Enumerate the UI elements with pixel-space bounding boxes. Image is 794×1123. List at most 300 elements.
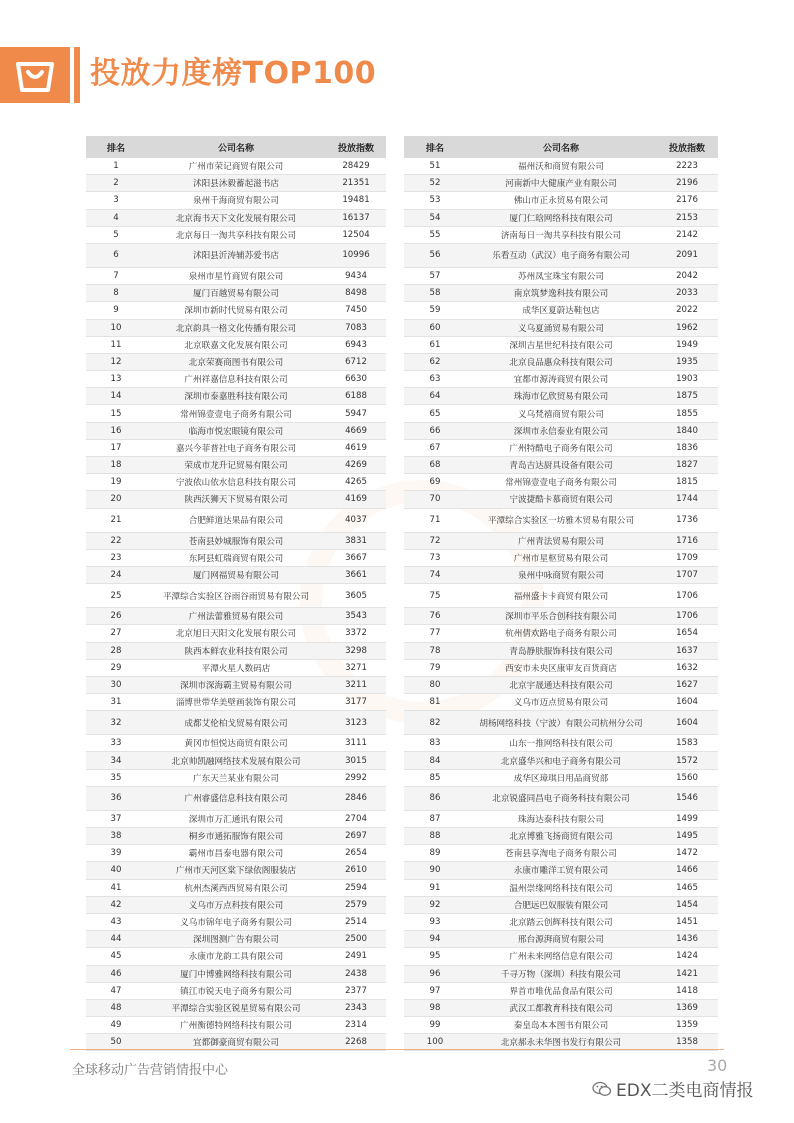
table-row [404,931,718,948]
table-row [404,491,718,508]
company-name-cell: 北京海书天下文化发展有限公司 [146,209,326,226]
company-name-cell: 合肥鲜道达果品有限公司 [146,508,326,532]
company-name-cell: 义乌夏涌贸易有限公司 [466,319,656,336]
table-row [86,608,386,625]
index-value-cell: 2704 [326,810,386,827]
rank-cell: 66 [404,422,466,439]
company-name-cell: 北京博雅飞扬商贸有限公司 [466,828,656,845]
company-name-cell: 淄博世带华美壁画装饰有限公司 [146,694,326,711]
company-name-cell: 永康市雕洋工贸有限公司 [466,862,656,879]
table-row [404,457,718,474]
table-row [404,353,718,370]
rank-cell: 99 [404,1017,466,1034]
rank-cell: 54 [404,209,466,226]
table-row [404,608,718,625]
rank-cell: 79 [404,659,466,676]
table-row [404,226,718,243]
company-name-cell: 珠海市亿欣贸易有限公司 [466,388,656,405]
table-row [404,371,718,388]
index-value-cell: 19481 [326,192,386,209]
wechat-icon [592,1081,612,1097]
index-value-cell: 3605 [326,584,386,608]
company-name-cell: 河南新中大健康产业有限公司 [466,175,656,192]
company-name-cell: 武汉工都教育科技有限公司 [466,999,656,1016]
table-row [86,965,386,982]
table-row [404,752,718,769]
rank-cell: 48 [86,999,146,1016]
index-value-cell: 1716 [656,532,718,549]
footer-divider [70,1049,724,1050]
rank-cell: 12 [86,353,146,370]
company-name-cell: 广州市荣记商贸有限公司 [146,158,326,175]
company-name-cell: 泉州千海商贸有限公司 [146,192,326,209]
rank-cell: 95 [404,948,466,965]
rank-cell: 25 [86,584,146,608]
company-name-cell: 成华区夏蔚达鞋包店 [466,302,656,319]
rank-cell: 67 [404,439,466,456]
rank-cell: 32 [86,711,146,735]
page-number: 30 [707,1056,728,1075]
rank-cell: 85 [404,769,466,786]
rank-cell: 38 [86,828,146,845]
rank-cell: 94 [404,931,466,948]
table-row [86,439,386,456]
table-row [404,388,718,405]
company-name-cell: 宁波捷酷卡慕商贸有限公司 [466,491,656,508]
rank-cell: 69 [404,474,466,491]
table-row [86,913,386,930]
company-name-cell: 广州睿盛信息科技有限公司 [146,786,326,810]
index-value-cell: 2377 [326,982,386,999]
index-value-cell: 6943 [326,336,386,353]
company-name-cell: 秦皇岛本本图书有限公司 [466,1017,656,1034]
table-row [404,625,718,642]
index-value-cell: 3831 [326,532,386,549]
index-value-cell: 2268 [326,1034,386,1051]
company-name-cell: 苏州凤宝珠宝有限公司 [466,267,656,284]
company-name-cell: 广州市天河区棠下绿依阁服装店 [146,862,326,879]
table-row [404,642,718,659]
rank-cell: 27 [86,625,146,642]
company-name-cell: 泉州中咏商贸有限公司 [466,566,656,583]
table-row [86,336,386,353]
table-row [404,584,718,608]
index-value-cell: 1637 [656,642,718,659]
header-accent-bar [74,47,80,103]
company-name-cell: 北京良品惠众科技有限公司 [466,353,656,370]
index-value-cell: 2033 [656,285,718,302]
table-row [86,845,386,862]
table-row [86,566,386,583]
rank-cell: 64 [404,388,466,405]
company-name-cell: 杭州倩欢路电子商务有限公司 [466,625,656,642]
rank-cell: 28 [86,642,146,659]
rank-cell: 76 [404,608,466,625]
index-value-cell: 1875 [656,388,718,405]
table-row [86,491,386,508]
rank-cell: 41 [86,879,146,896]
rank-cell: 90 [404,862,466,879]
index-value-cell: 3015 [326,752,386,769]
index-value-cell: 28429 [326,158,386,175]
rank-cell: 7 [86,267,146,284]
index-value-cell: 6630 [326,371,386,388]
rank-cell: 65 [404,405,466,422]
table-row [86,285,386,302]
index-value-cell: 7450 [326,302,386,319]
rank-cell: 56 [404,243,466,267]
rank-cell: 31 [86,694,146,711]
index-value-cell: 2343 [326,999,386,1016]
rank-cell: 49 [86,1017,146,1034]
company-name-cell: 广州特酷电子商务有限公司 [466,439,656,456]
index-value-cell: 1604 [656,711,718,735]
rank-cell: 16 [86,422,146,439]
table-row [86,896,386,913]
index-value-cell: 3661 [326,566,386,583]
table-row [86,319,386,336]
rank-cell: 59 [404,302,466,319]
rank-cell: 3 [86,192,146,209]
table-row [86,999,386,1016]
index-value-cell: 2022 [656,302,718,319]
index-value-cell: 1709 [656,549,718,566]
index-value-cell: 1935 [656,353,718,370]
table-row [404,336,718,353]
ranking-table-left [86,136,386,1051]
company-name-cell: 千寻万物（深圳）科技有限公司 [466,965,656,982]
company-name-cell: 沭阳县沂涛辅苏爱书店 [146,243,326,267]
index-value-cell: 1560 [656,769,718,786]
company-name-cell: 苍南县享淘电子商务有限公司 [466,845,656,862]
index-value-cell: 1962 [656,319,718,336]
company-name-cell: 成华区璋琪日用品商贸部 [466,769,656,786]
index-value-cell: 3111 [326,735,386,752]
shopping-bag-icon [14,56,56,94]
rank-cell: 9 [86,302,146,319]
index-value-cell: 6188 [326,388,386,405]
index-value-cell: 1499 [656,810,718,827]
table-row [86,243,386,267]
rank-cell: 97 [404,982,466,999]
company-name-cell: 北京锐盛同昌电子商务科技有限公司 [466,786,656,810]
rank-cell: 10 [86,319,146,336]
index-value-cell: 3667 [326,549,386,566]
table-row [86,457,386,474]
rank-cell: 68 [404,457,466,474]
rank-cell: 87 [404,810,466,827]
index-value-cell: 1424 [656,948,718,965]
rank-cell: 81 [404,694,466,711]
table-row [404,982,718,999]
company-name-cell: 珠海达泰科技有限公司 [466,810,656,827]
table-row [86,948,386,965]
index-value-cell: 12504 [326,226,386,243]
index-value-cell: 1358 [656,1034,718,1051]
table-row [86,405,386,422]
company-name-cell: 宁波依山依水信息科技有限公司 [146,474,326,491]
company-name-cell: 深圳市永信泰业有限公司 [466,422,656,439]
company-name-cell: 杭州杰溪西西贸易有限公司 [146,879,326,896]
company-name-cell: 济南每日一淘共享科技有限公司 [466,226,656,243]
footer-source: 全球移动广告营销情报中心 [72,1063,229,1078]
company-name-cell: 平潭火星人数码店 [146,659,326,676]
table-row [404,769,718,786]
index-value-cell: 1654 [656,625,718,642]
table-row [86,642,386,659]
rank-cell: 98 [404,999,466,1016]
company-name-cell: 北京韵具一格文化传播有限公司 [146,319,326,336]
rank-cell: 20 [86,491,146,508]
table-row [404,828,718,845]
table-row [404,192,718,209]
rank-cell: 70 [404,491,466,508]
index-value-cell: 1632 [656,659,718,676]
company-name-cell: 深圳市万汇通讯有限公司 [146,810,326,827]
index-value-cell: 2992 [326,769,386,786]
index-value-cell: 1572 [656,752,718,769]
table-row [86,810,386,827]
rank-cell: 43 [86,913,146,930]
index-value-cell: 1466 [656,862,718,879]
index-value-cell: 2091 [656,243,718,267]
table-row [86,625,386,642]
rank-cell: 61 [404,336,466,353]
table-row [404,285,718,302]
rank-cell: 14 [86,388,146,405]
company-name-cell: 永康市龙韵工具有限公司 [146,948,326,965]
rank-cell: 57 [404,267,466,284]
table-header [86,136,386,158]
index-value-cell: 4037 [326,508,386,532]
rank-cell: 55 [404,226,466,243]
rank-cell: 15 [86,405,146,422]
index-value-cell: 2846 [326,786,386,810]
table-row [404,711,718,735]
company-name-cell: 广州青法贸易有限公司 [466,532,656,549]
wechat-account [592,1076,753,1101]
col-name-header: 公司名称 [466,136,656,158]
index-value-cell: 1583 [656,735,718,752]
table-row [86,828,386,845]
index-value-cell: 4269 [326,457,386,474]
table-row [86,532,386,549]
table-row [86,388,386,405]
rank-cell: 21 [86,508,146,532]
index-value-cell: 2654 [326,845,386,862]
table-row [404,209,718,226]
index-value-cell: 1369 [656,999,718,1016]
company-name-cell: 义乌市万点科技有限公司 [146,896,326,913]
index-value-cell: 1472 [656,845,718,862]
rank-cell: 50 [86,1034,146,1051]
rank-cell: 46 [86,965,146,982]
index-value-cell: 3177 [326,694,386,711]
index-value-cell: 2196 [656,175,718,192]
rank-cell: 2 [86,175,146,192]
rank-cell: 40 [86,862,146,879]
rank-cell: 34 [86,752,146,769]
rank-cell: 88 [404,828,466,845]
index-value-cell: 3543 [326,608,386,625]
index-value-cell: 1706 [656,584,718,608]
rank-cell: 82 [404,711,466,735]
rank-cell: 80 [404,676,466,693]
index-value-cell: 6712 [326,353,386,370]
rank-cell: 8 [86,285,146,302]
index-value-cell: 3211 [326,676,386,693]
table-row [86,353,386,370]
rank-cell: 22 [86,532,146,549]
table-row [86,302,386,319]
index-value-cell: 1418 [656,982,718,999]
company-name-cell: 广东天兰某业有限公司 [146,769,326,786]
table-row [86,711,386,735]
company-name-cell: 厦门中博雅网络科技有限公司 [146,965,326,982]
table-row [404,532,718,549]
company-name-cell: 厦门网福贸易有限公司 [146,566,326,583]
page-title: 投放力度榜TOP100 [90,56,377,91]
logo-block [0,47,70,103]
index-value-cell: 1465 [656,879,718,896]
rank-cell: 51 [404,158,466,175]
index-value-cell: 4669 [326,422,386,439]
index-value-cell: 1855 [656,405,718,422]
rank-cell: 11 [86,336,146,353]
table-row [404,913,718,930]
col-rank-header: 排名 [404,136,466,158]
index-value-cell: 3372 [326,625,386,642]
table-row [86,422,386,439]
rank-cell: 24 [86,566,146,583]
table-row [86,879,386,896]
index-value-cell: 1436 [656,931,718,948]
company-name-cell: 北京宇晟通达科技有限公司 [466,676,656,693]
table-row [404,659,718,676]
index-value-cell: 1836 [656,439,718,456]
table-row [404,896,718,913]
index-value-cell: 4265 [326,474,386,491]
company-name-cell: 北京每日一淘共享科技有限公司 [146,226,326,243]
company-name-cell: 深圳市深海霸主贸易有限公司 [146,676,326,693]
table-row [404,405,718,422]
index-value-cell: 8498 [326,285,386,302]
company-name-cell: 义乌梵禧商贸有限公司 [466,405,656,422]
rank-cell: 93 [404,913,466,930]
company-name-cell: 福州盛卡卡商贸有限公司 [466,584,656,608]
index-value-cell: 2153 [656,209,718,226]
company-name-cell: 义乌市迈点贸易有限公司 [466,694,656,711]
table-header [404,136,718,158]
company-name-cell: 黄冈市恒悦达商贸有限公司 [146,735,326,752]
table-row [86,862,386,879]
company-name-cell: 厦门百越贸易有限公司 [146,285,326,302]
index-value-cell: 1604 [656,694,718,711]
index-value-cell: 2500 [326,931,386,948]
index-value-cell: 7083 [326,319,386,336]
company-name-cell: 广州衡德特网络科技有限公司 [146,1017,326,1034]
table-row [404,965,718,982]
index-value-cell: 1736 [656,508,718,532]
table-row [404,845,718,862]
rank-cell: 91 [404,879,466,896]
index-value-cell: 4619 [326,439,386,456]
index-value-cell: 3271 [326,659,386,676]
company-name-cell: 佛山市正永贸易有限公司 [466,192,656,209]
company-name-cell: 青岛静肤服饰科技有限公司 [466,642,656,659]
company-name-cell: 青岛吉达厨具设备有限公司 [466,457,656,474]
table-row [404,474,718,491]
table-row [404,267,718,284]
rank-cell: 18 [86,457,146,474]
table-row [404,676,718,693]
index-value-cell: 1949 [656,336,718,353]
rank-cell: 23 [86,549,146,566]
rank-cell: 52 [404,175,466,192]
company-name-cell: 胡杨网络科技（宁波）有限公司杭州分公司 [466,711,656,735]
index-value-cell: 1827 [656,457,718,474]
table-row [86,1017,386,1034]
table-row [86,209,386,226]
ranking-table-right [404,136,718,1051]
rank-cell: 63 [404,371,466,388]
index-value-cell: 2042 [656,267,718,284]
index-value-cell: 1546 [656,786,718,810]
company-name-cell: 平潭综合实验区锐星贸易有限公司 [146,999,326,1016]
company-name-cell: 广州未来网络信息有限公司 [466,948,656,965]
index-value-cell: 2491 [326,948,386,965]
rank-cell: 13 [86,371,146,388]
table-row [86,175,386,192]
company-name-cell: 北京帅凯融网络技术发展有限公司 [146,752,326,769]
company-name-cell: 西安市未央区康审友百货商店 [466,659,656,676]
company-name-cell: 沭阳县沐毅蓄起滋书店 [146,175,326,192]
company-name-cell: 常州锦壹壹电子商务有限公司 [146,405,326,422]
table-row [86,267,386,284]
rank-cell: 77 [404,625,466,642]
rank-cell: 39 [86,845,146,862]
table-row [86,584,386,608]
table-row [86,474,386,491]
table-row [404,810,718,827]
company-name-cell: 邢台源湃商贸有限公司 [466,931,656,948]
table-row [86,192,386,209]
table-row [86,735,386,752]
company-name-cell: 界首市唯优品食品有限公司 [466,982,656,999]
table-row [86,508,386,532]
index-value-cell: 2142 [656,226,718,243]
rank-cell: 60 [404,319,466,336]
rank-cell: 73 [404,549,466,566]
company-name-cell: 临海市悦宏眼镜有限公司 [146,422,326,439]
company-name-cell: 常州锦壹壹电子商务有限公司 [466,474,656,491]
table-row [86,371,386,388]
index-value-cell: 9434 [326,267,386,284]
company-name-cell: 陕西沃狮天下贸易有限公司 [146,491,326,508]
company-name-cell: 深圳吉星世纪科技有限公司 [466,336,656,353]
index-value-cell: 1707 [656,566,718,583]
rank-cell: 71 [404,508,466,532]
rank-cell: 42 [86,896,146,913]
company-name-cell: 桐乡市通拓服饰有限公司 [146,828,326,845]
index-value-cell: 21351 [326,175,386,192]
table-row [404,999,718,1016]
table-row [86,676,386,693]
company-name-cell: 深圳市平乐合创科技有限公司 [466,608,656,625]
index-value-cell: 2594 [326,879,386,896]
index-value-cell: 1706 [656,608,718,625]
table-row [86,226,386,243]
